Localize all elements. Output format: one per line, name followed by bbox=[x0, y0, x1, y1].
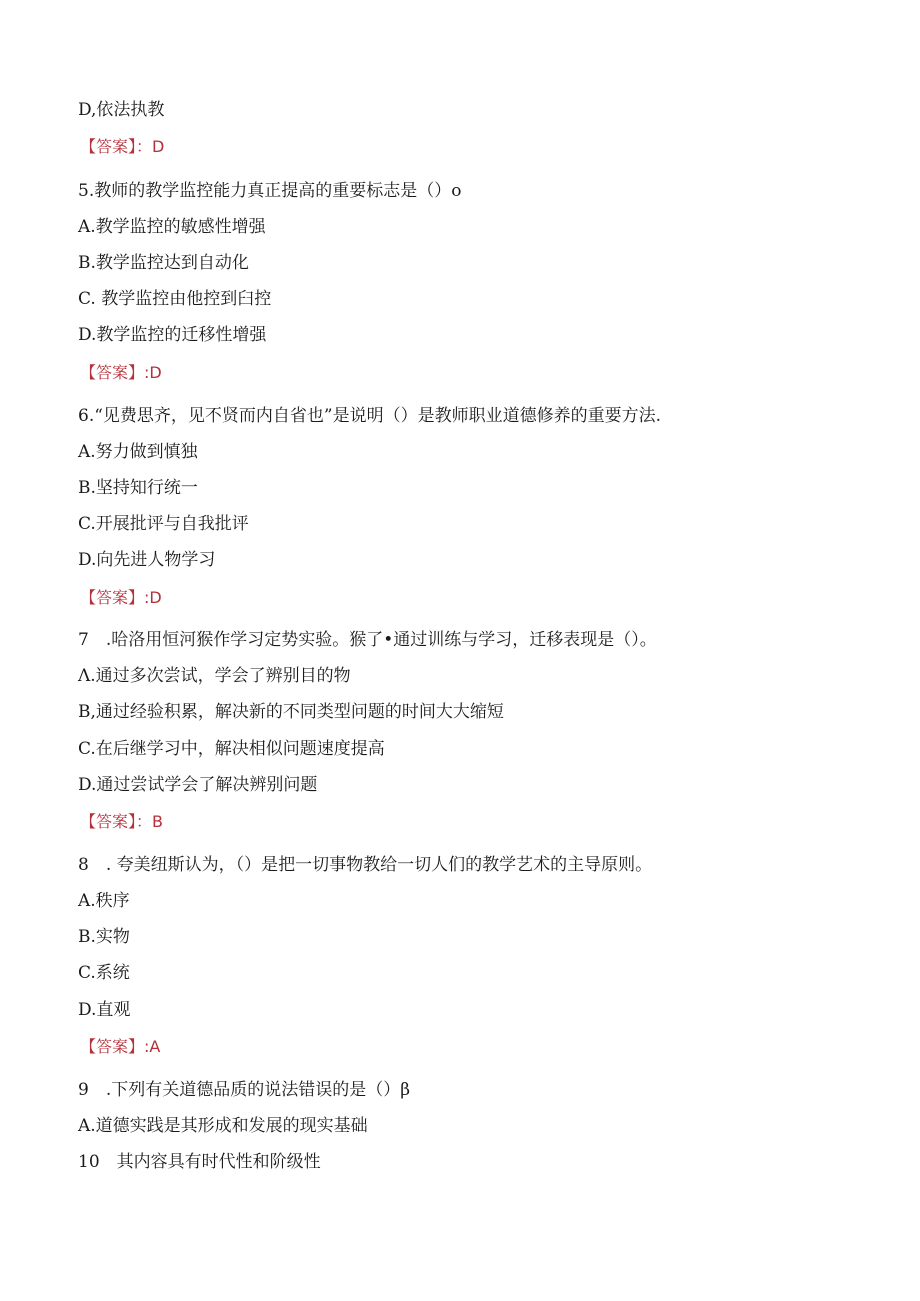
answer-line: 【答案】:D bbox=[80, 588, 162, 607]
answer-line: 【答案】：D bbox=[80, 137, 165, 156]
option-line: B,通过经验积累，解决新的不同类型问题的时间大大缩短 bbox=[78, 702, 504, 722]
option-line: C.开展批评与自我批评 bbox=[78, 514, 249, 534]
option-line: D,依法执教 bbox=[78, 100, 165, 120]
option-line: A.秩序 bbox=[78, 891, 130, 911]
option-line: D.教学监控的迁移性增强 bbox=[78, 325, 267, 345]
question-line: 7 .哈洛用恒河猴作学习定势实验。猴了•通过训练与学习，迁移表现是（）。 bbox=[78, 630, 657, 650]
option-line: D.通过尝试学会了解决辨别问题 bbox=[78, 775, 318, 795]
question-line: 6.“见费思齐，见不贤而内自省也”是说明（）是教师职业道德修养的重要方法. bbox=[78, 406, 662, 426]
option-line: D.直观 bbox=[78, 1000, 131, 1020]
answer-line: 【答案】:D bbox=[80, 363, 162, 382]
option-line: B.坚持知行统一 bbox=[78, 478, 198, 498]
answer-line: 【答案】:A bbox=[80, 1037, 161, 1056]
option-line: A.教学监控的敏感性增强 bbox=[78, 217, 266, 237]
option-line: 10 其内容具有时代性和阶级性 bbox=[78, 1152, 321, 1172]
answer-line: 【答案】：B bbox=[80, 812, 163, 831]
option-line: B.实物 bbox=[78, 927, 130, 947]
option-line: A.努力做到慎独 bbox=[78, 442, 198, 462]
option-line: B.教学监控达到自动化 bbox=[78, 253, 249, 273]
option-line: C.系统 bbox=[78, 963, 130, 983]
question-line: 9 .下列有关道德品质的说法错误的是（）β bbox=[78, 1080, 411, 1100]
question-line: 5.教师的教学监控能力真正提高的重要标志是（）o bbox=[78, 181, 462, 201]
question-line: 8 . 夸美纽斯认为，（）是把一切事物教给一切人们的教学艺术的主导原则。 bbox=[78, 855, 653, 875]
option-line: A.道德实践是其形成和发展的现实基础 bbox=[78, 1116, 368, 1136]
option-line: D.向先进人物学习 bbox=[78, 550, 216, 570]
option-line: Λ.通过多次尝试，学会了辨别目的物 bbox=[78, 666, 351, 686]
option-line: C. 教学监控由他控到臼控 bbox=[78, 289, 272, 309]
option-line: C.在后继学习中，解决相似问题速度提高 bbox=[78, 739, 385, 759]
